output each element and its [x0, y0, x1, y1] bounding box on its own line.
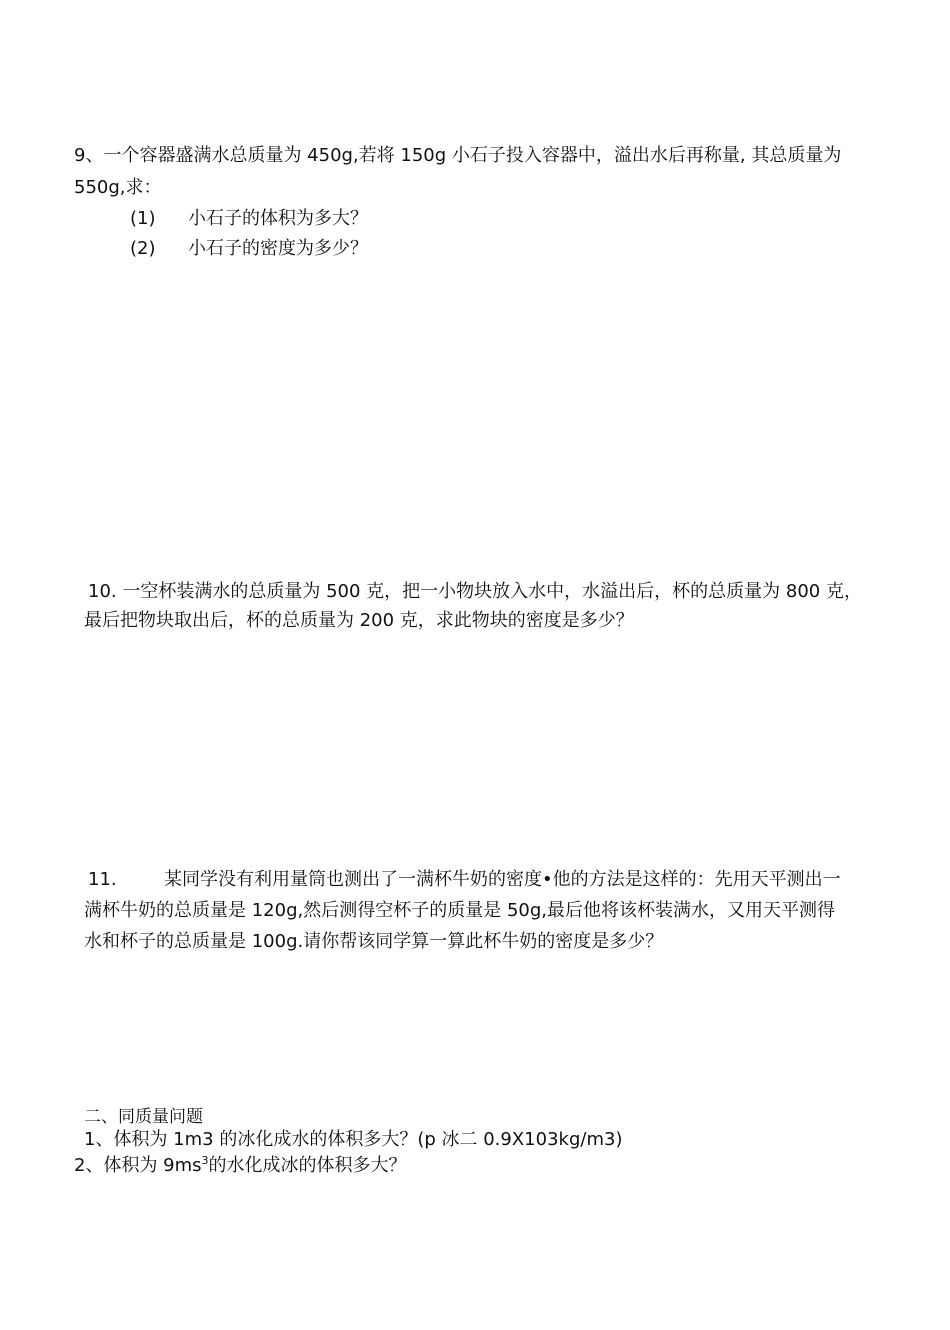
- q9-sub-number-1: (1): [130, 208, 156, 229]
- q11-number: 11.: [88, 869, 117, 890]
- q10-line-2: 最后把物块取出后，杯的总质量为 200 克，求此物块的密度是多少？: [84, 610, 634, 631]
- q11-line-1: [88, 864, 841, 896]
- q11-line-2: 满杯牛奶的总质量是 120g,然后测得空杯子的质量是 50g,最后他将该杯装满水，又用天平测得: [84, 900, 835, 921]
- q9-sub-text-1: 小石子的体积为多大？: [188, 208, 368, 229]
- section-2-item-2-post: 的水化成冰的体积多大？: [208, 1155, 407, 1176]
- q11-line-3: 水和杯子的总质量是 100g.请你帮该同学算一算此杯牛奶的密度是多少？: [84, 931, 664, 952]
- q9-sub-number-2: (2): [130, 238, 156, 259]
- q9-sub-item-2: [130, 233, 368, 265]
- q9-line-1: 9、一个容器盛满水总质量为 450g,若将 150g 小石子投入容器中，溢出水后再称量, 其总质量为: [74, 145, 842, 166]
- q9-sub-item-1: [130, 203, 368, 235]
- section-2-item-1: 1、体积为 1m3 的冰化成水的体积多大？(p 冰二 0.9X103kg/m3): [84, 1129, 623, 1150]
- section-2-item-2: [74, 1150, 407, 1182]
- section-2-heading: 二、同质量问题: [84, 1107, 203, 1127]
- q11-line-1-text: 某同学没有利用量筒也测出了一满杯牛奶的密度•他的方法是这样的：先用天平测出一: [164, 869, 841, 890]
- q9-sub-text-2: 小石子的密度为多少？: [188, 238, 368, 259]
- q10-line-1: 10. 一空杯装满水的总质量为 500 克，把一小物块放入水中，水溢出后，杯的总质量为 800 克，: [88, 581, 862, 602]
- section-2-item-2-pre: 2、体积为 9ms: [74, 1155, 202, 1176]
- section-2-item-2-superscript: 3: [201, 1154, 209, 1167]
- q9-line-2: 550g,求：: [74, 177, 162, 198]
